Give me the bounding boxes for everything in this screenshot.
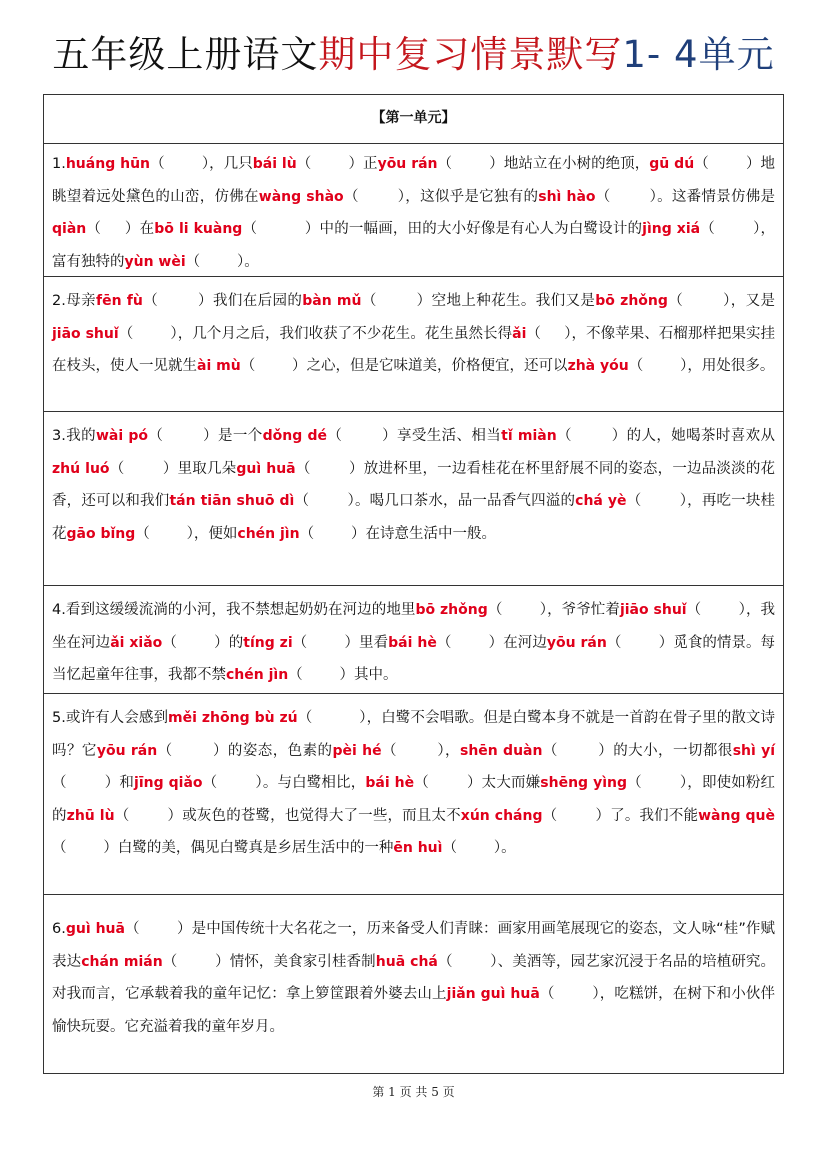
question-text: 在诗意生活中一般。 [365,525,496,542]
pinyin-prompt: dǒng dé [262,428,328,444]
question-text: 2.母亲 [52,293,96,309]
pinyin-prompt: bō li kuàng [154,221,243,237]
answer-blank: （ ） [86,221,140,237]
pinyin-prompt: yōu rán [546,634,607,651]
answer-blank: （ ） [700,221,761,237]
question-text: 的姿态，色素的 [227,742,333,759]
pinyin-prompt: shēng yìng [540,775,628,791]
pinyin-prompt: ǎi [512,325,527,342]
pinyin-prompt: huáng hūn [65,156,151,172]
answer-blank: （ ） [185,253,245,270]
answer-blank: （ ） [526,325,572,342]
question-text: 是中国传统十大名花之一，历来备受人们青睐：画家用画笔展现它的姿态，文人咏“桂”作赋表达 [52,921,775,970]
answer-blank: （ ） [606,634,674,651]
question-text: ，不像苹果、石榴那样把果实挂在枝头，使人一见就生 [52,325,776,374]
answer-blank: （ ） [150,156,210,172]
page-title [0,26,827,86]
question-text: 享受生活、相当 [397,428,502,444]
answer-blank: （ ） [299,525,366,542]
question-6 [44,895,783,1051]
pinyin-prompt: wài pó [95,428,149,444]
pinyin-prompt: ēn huì [393,840,443,856]
question-text: ，我坐在河边 [52,602,776,651]
pinyin-prompt: bái hè [365,775,415,791]
question-text: 地眺望着远处黛色的山峦，仿佛在 [52,156,775,205]
pinyin-prompt: zhū lù [66,807,115,824]
answer-blank: （ ） [142,293,213,309]
pinyin-prompt: huā chá [375,953,438,970]
question-text: 和 [119,775,135,791]
answer-blank: （ ） [109,460,178,477]
pinyin-prompt: shì yí [732,742,776,759]
answer-blank: （ ） [686,602,746,618]
page-footer: 第 1 页 共 5 页 [372,1085,455,1099]
pinyin-prompt: yōu rán [377,156,438,172]
title-topic: 期中复习情景默写 [318,33,623,76]
pinyin-prompt: yōu rán [96,742,158,759]
question-text: ， [445,742,460,759]
question-text: 觅食的情景。每当忆起童年往事，我都不禁 [52,634,776,683]
answer-blank: （ ） [296,156,364,172]
question-text: 情怀，美食家引桂香制 [229,953,376,970]
pinyin-prompt: zhà yóu [567,358,629,374]
question-text: ，又是 [730,293,775,309]
question-text: ，即使如粉红的 [52,775,776,824]
answer-blank: （ ） [542,742,614,759]
answer-blank: （ ） [242,221,320,237]
question-text: 里看 [359,634,389,651]
question-text: 空地上种花生。我们又是 [431,293,596,309]
answer-blank: （ ） [202,775,263,791]
pinyin-prompt: ǎi xiǎo [110,634,163,651]
answer-blank: （ ） [52,775,120,791]
question-text: ，爷爷忙着 [547,602,620,618]
question-text: 的 [228,634,244,651]
answer-blank: （ ） [114,807,183,824]
pinyin-prompt: chén jìn [226,667,289,683]
exercise-sheet [43,94,784,1074]
question-text: 的人，她喝茶时喜欢从 [626,428,776,444]
pinyin-prompt: tǐ miàn [501,428,557,444]
answer-blank: （ ） [628,358,688,374]
answer-blank: （ ） [118,325,178,342]
pinyin-prompt: fēn fù [95,293,143,309]
question-text: 中的一幅画，田的大小好像是有心人为白鹭设计的 [319,221,643,237]
question-text: 在河边 [503,634,547,651]
answer-blank: （ ） [381,742,446,759]
answer-blank: （ ） [694,156,761,172]
answer-blank: （ ） [437,953,498,970]
question-text: ，吃糕饼，在树下和小伙伴愉快玩耍。它充溢着我的童年岁月。 [52,986,775,1035]
question-text: 。与白鹭相比， [262,775,366,791]
answer-blank: （ ） [124,921,192,937]
question-text: 放进杯里，一边看桂花在杯里舒展不同的姿态，一边品淡淡的花香，还可以和我们 [52,460,776,509]
question-text: 。这番情景仿佛是 [657,188,776,205]
pinyin-prompt: bái hè [388,634,437,651]
pinyin-prompt: tíng zi [243,634,293,651]
answer-blank: （ ） [135,525,194,542]
question-4 [44,586,783,694]
question-1 [44,144,783,277]
question-text: 是一个 [218,428,263,444]
question-text: 的大小，一切都很 [613,742,733,759]
pinyin-prompt: xún cháng [460,807,543,824]
question-text: 4.看到这缓缓流淌的小河，我不禁想起奶奶在河边的地里 [52,602,416,618]
pinyin-prompt: jiāo shuǐ [52,325,119,342]
question-text: 3.我的 [52,428,96,444]
pinyin-prompt: zhú luó [52,460,110,477]
question-text: ，便如 [193,525,238,542]
pinyin-prompt: guì huā [65,921,125,937]
pinyin-prompt: pèi hé [332,742,382,759]
question-text: 。喝几口茶水，品一品香气四溢的 [354,493,576,509]
pinyin-prompt: wàng què [698,807,776,824]
answer-blank: （ ） [442,840,502,856]
answer-blank: （ ） [294,493,355,509]
answer-blank: （ ） [556,428,627,444]
question-text: 白鹭的美，偶见白鹭真是乡居生活中的一种 [117,840,394,856]
question-text: ，几个月之后，我们收获了不少花生。花生虽然长得 [177,325,513,342]
answer-blank: （ ） [240,358,307,374]
question-text: 了。我们不能 [610,807,699,824]
pinyin-prompt: yùn wèi [124,253,186,270]
answer-blank: （ ） [539,986,600,1002]
pinyin-prompt: bái lù [252,156,297,172]
pinyin-prompt: jìng xiá [642,221,701,237]
answer-blank: （ ） [437,156,504,172]
question-text: ，白鹭不会唱歌。但是白鹭本身不就是一首韵在骨子里的散文诗吗？它 [52,710,775,759]
pinyin-prompt: qiàn [52,221,87,237]
pinyin-prompt: chén jìn [237,525,300,542]
question-text: 、美酒等，园艺家沉浸于名品的培植研究。对我而言，它承载着我的童年记忆：拿上箩筐跟着外婆去山上 [52,953,776,1002]
answer-blank: （ ） [343,188,406,205]
pinyin-prompt: chán mián [81,953,163,970]
question-text: ，用处很多。 [687,358,775,374]
question-text: ，富有独特的 [52,221,776,270]
unit-header: 【第一单元】 [44,95,783,144]
question-text: 或灰色的苍鹭，也觉得大了一些，而且太不 [182,807,461,824]
answer-blank: （ ） [627,775,688,791]
answer-blank: （ ） [288,667,355,683]
pinyin-prompt: gū dú [649,156,695,172]
answer-blank: （ ） [626,493,688,509]
answer-blank: （ ） [542,807,611,824]
answer-blank: （ ） [157,742,228,759]
answer-blank: （ ） [292,634,360,651]
answer-blank: （ ） [162,953,230,970]
question-text: 太大而嫌 [481,775,541,791]
question-5 [44,694,783,895]
pinyin-prompt: gāo bǐng [66,525,136,542]
question-text: ，这似乎是它独有的 [405,188,539,205]
answer-blank: （ ） [148,428,219,444]
answer-blank: （ ） [295,460,364,477]
pinyin-prompt: guì huā [236,460,296,477]
question-text: 。 [501,840,516,856]
answer-blank: （ ） [436,634,504,651]
pinyin-prompt: jiǎn guì huā [446,986,540,1002]
pinyin-prompt: shì hào [538,188,596,205]
question-text: 1. [52,156,66,172]
pinyin-prompt: shēn duàn [459,742,543,759]
question-text: 在 [139,221,155,237]
title-grade: 五年级上册语文 [52,33,319,76]
question-text: 里取几朵 [177,460,237,477]
answer-blank: （ ） [297,710,367,726]
question-text: 正 [363,156,378,172]
question-2 [44,277,783,412]
pinyin-prompt: tán tiān shuō dì [169,493,295,509]
title-units: 1- 4单元 [622,33,775,76]
question-text: 地站立在小树的绝顶， [503,156,650,172]
answer-blank: （ ） [414,775,482,791]
pinyin-prompt: jiāo shuǐ [619,602,687,618]
question-text: 其中。 [354,667,398,683]
pinyin-prompt: wàng shào [258,188,344,205]
question-3 [44,412,783,586]
pinyin-prompt: bō zhǒng [415,602,488,618]
answer-blank: （ ） [595,188,658,205]
question-text: ，再吃一块桂花 [52,493,776,542]
answer-blank: （ ） [327,428,398,444]
pinyin-prompt: chá yè [575,493,627,509]
question-text: 6. [52,921,66,937]
pinyin-prompt: bàn mǔ [302,293,362,309]
question-text: 我们在后园的 [212,293,303,309]
question-text: 5.或许有人会感到 [52,710,169,726]
question-text: 。 [244,253,259,270]
answer-blank: （ ） [162,634,229,651]
question-text: ，几只 [209,156,253,172]
answer-blank: （ ） [487,602,548,618]
pinyin-prompt: měi zhōng bù zú [168,710,298,726]
question-text: 之心，但是它味道美，价格便宜，还可以 [306,358,568,374]
answer-blank: （ ） [667,293,731,309]
answer-blank: （ ） [361,293,432,309]
pinyin-prompt: jīng qiǎo [134,775,203,791]
answer-blank: （ ） [52,840,118,856]
pinyin-prompt: bō zhǒng [595,293,668,309]
pinyin-prompt: ài mù [197,358,241,374]
